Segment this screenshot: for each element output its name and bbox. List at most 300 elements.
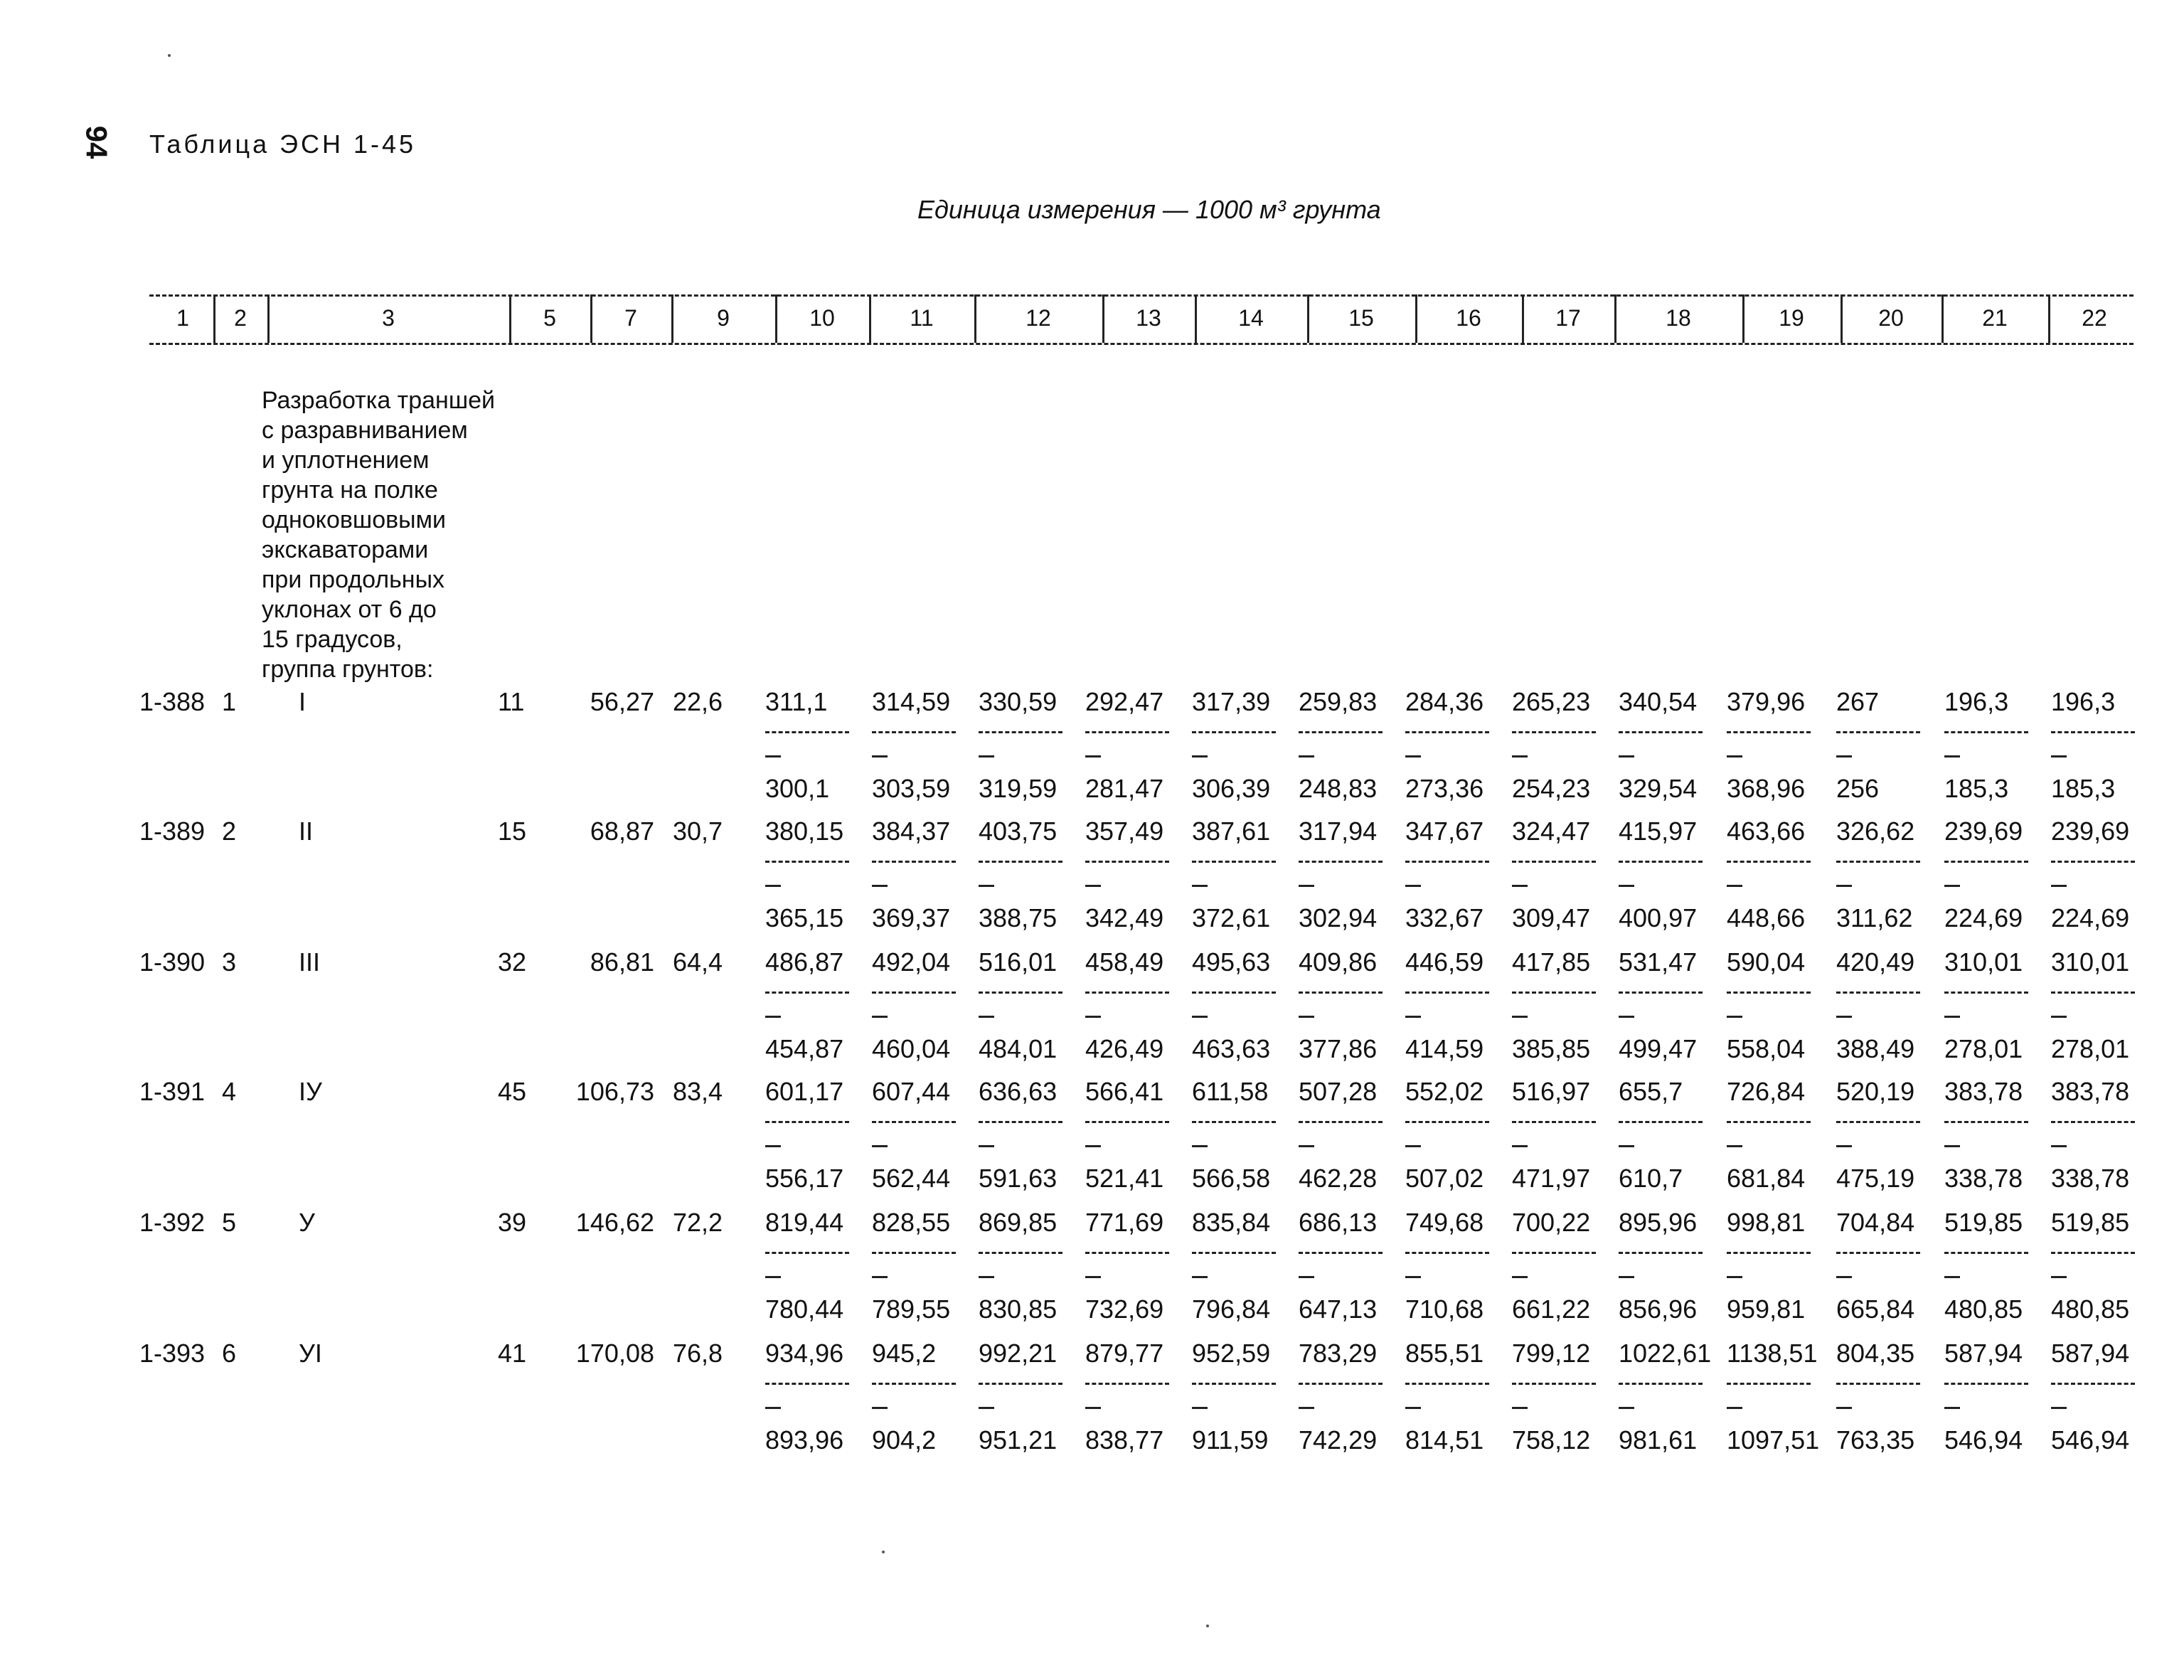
fraction-rule — [1944, 1252, 2028, 1254]
minus-sign — [2051, 1276, 2067, 1278]
denominator-value: 521,41 — [1085, 1164, 1164, 1193]
denominator-value: 838,77 — [1085, 1425, 1164, 1455]
fraction-rule — [1299, 1121, 1383, 1123]
minus-sign — [1836, 755, 1852, 757]
header-separator — [590, 294, 592, 343]
denominator-value: 400,97 — [1619, 903, 1698, 932]
minus-sign — [1619, 1145, 1634, 1147]
denominator-value: 426,49 — [1085, 1034, 1164, 1063]
denominator-value: 306,39 — [1192, 774, 1271, 803]
numerator-value: 463,66 — [1727, 817, 1806, 846]
header-cell: 5 — [543, 305, 556, 331]
numerator-value: 415,97 — [1619, 817, 1698, 846]
denominator-value: 342,49 — [1085, 903, 1164, 932]
minus-sign — [1836, 885, 1852, 887]
header-separator — [775, 294, 777, 343]
fraction-rule — [1512, 861, 1596, 863]
denominator-value: 278,01 — [2051, 1034, 2130, 1063]
numerator-value: 700,22 — [1512, 1208, 1591, 1237]
header-cell: 10 — [809, 305, 835, 331]
fraction-rule — [872, 1252, 956, 1254]
numerator-value: 611,58 — [1192, 1077, 1269, 1106]
denominator-value: 454,87 — [765, 1034, 844, 1063]
fraction-rule — [1727, 731, 1811, 733]
fraction-rule — [1727, 1121, 1811, 1123]
minus-sign — [1512, 885, 1528, 887]
header-cell: 7 — [624, 305, 637, 331]
denominator-value: 338,78 — [2051, 1164, 2130, 1193]
denominator-value: 780,44 — [765, 1294, 844, 1324]
header-separator — [1415, 294, 1417, 343]
numerator-value: 196,3 — [1944, 687, 2009, 716]
fraction-rule — [1405, 1252, 1489, 1254]
minus-sign — [1085, 1407, 1101, 1409]
denominator-value: 414,59 — [1405, 1034, 1484, 1063]
row-code: 1-392 — [139, 1208, 206, 1237]
numerator-value: 804,35 — [1836, 1339, 1915, 1368]
header-cell: 22 — [2082, 305, 2107, 331]
col-7-value: 170,08 — [575, 1339, 654, 1368]
minus-sign — [979, 755, 994, 757]
minus-sign — [1512, 1145, 1528, 1147]
soil-group: II — [299, 817, 314, 846]
minus-sign — [872, 1407, 888, 1409]
header-separator — [1522, 294, 1524, 343]
numerator-value: 340,54 — [1619, 687, 1698, 716]
fraction-rule — [1944, 991, 2028, 994]
fraction-rule — [765, 991, 849, 994]
minus-sign — [1619, 755, 1634, 757]
denominator-value: 911,59 — [1192, 1425, 1269, 1455]
denominator-value: 763,35 — [1836, 1425, 1915, 1455]
numerator-value: 380,15 — [765, 817, 844, 846]
denominator-value: 302,94 — [1299, 903, 1378, 932]
header-cell: 9 — [717, 305, 730, 331]
fraction-rule — [1085, 1121, 1169, 1123]
denominator-value: 185,3 — [1944, 774, 2009, 803]
minus-sign — [872, 1145, 888, 1147]
row-code: 1-393 — [139, 1339, 206, 1368]
numerator-value: 317,39 — [1192, 687, 1271, 716]
fraction-rule — [1085, 991, 1169, 994]
numerator-value: 317,94 — [1299, 817, 1378, 846]
numerator-value: 934,96 — [765, 1339, 844, 1368]
fraction-rule — [1085, 1252, 1169, 1254]
denominator-value: 278,01 — [1944, 1034, 2023, 1063]
fraction-rule — [1192, 1383, 1276, 1385]
row-number: 4 — [222, 1077, 237, 1106]
row-number: 6 — [222, 1339, 237, 1368]
denominator-value: 388,49 — [1836, 1034, 1915, 1063]
minus-sign — [1085, 1016, 1101, 1018]
denominator-value: 796,84 — [1192, 1294, 1271, 1324]
header-separator — [267, 294, 270, 343]
numerator-value: 239,69 — [1944, 817, 2023, 846]
numerator-value: 945,2 — [872, 1339, 937, 1368]
minus-sign — [1085, 755, 1101, 757]
minus-sign — [765, 1145, 781, 1147]
denominator-value: 893,96 — [765, 1425, 844, 1455]
fraction-rule — [2051, 1383, 2135, 1385]
col-9-value: 64,4 — [673, 947, 723, 977]
minus-sign — [1727, 1276, 1742, 1278]
fraction-rule — [1085, 731, 1169, 733]
numerator-value: 895,96 — [1619, 1208, 1698, 1237]
numerator-value: 587,94 — [2051, 1339, 2130, 1368]
header-separator — [1614, 294, 1616, 343]
denominator-value: 365,15 — [765, 903, 844, 932]
minus-sign — [1405, 1016, 1421, 1018]
header-separator — [1941, 294, 1944, 343]
denominator-value: 661,22 — [1512, 1294, 1591, 1324]
header-separator — [974, 294, 976, 343]
header-separator — [1102, 294, 1104, 343]
denominator-value: 951,21 — [979, 1425, 1058, 1455]
denominator-value: 484,01 — [979, 1034, 1058, 1063]
minus-sign — [1299, 755, 1314, 757]
minus-sign — [1192, 1016, 1208, 1018]
fraction-rule — [1727, 991, 1811, 994]
minus-sign — [1192, 1407, 1208, 1409]
denominator-value: 329,54 — [1619, 774, 1698, 803]
denominator-value: 480,85 — [2051, 1294, 2130, 1324]
col-9-value: 72,2 — [673, 1208, 723, 1237]
fraction-rule — [1512, 1383, 1596, 1385]
fraction-rule — [1405, 1383, 1489, 1385]
fraction-rule — [872, 1383, 956, 1385]
fraction-rule — [1405, 731, 1489, 733]
denominator-value: 480,85 — [1944, 1294, 2023, 1324]
numerator-value: 1022,61 — [1619, 1339, 1712, 1368]
minus-sign — [1727, 1016, 1742, 1018]
fraction-rule — [765, 1383, 849, 1385]
fraction-rule — [1727, 861, 1811, 863]
minus-sign — [1836, 1145, 1852, 1147]
denominator-value: 448,66 — [1727, 903, 1806, 932]
fraction-rule — [2051, 1121, 2135, 1123]
numerator-value: 324,47 — [1512, 817, 1591, 846]
minus-sign — [979, 1016, 994, 1018]
minus-sign — [2051, 1145, 2067, 1147]
numerator-value: 783,29 — [1299, 1339, 1378, 1368]
numerator-value: 265,23 — [1512, 687, 1591, 716]
denominator-value: 224,69 — [2051, 903, 2130, 932]
numerator-value: 749,68 — [1405, 1208, 1484, 1237]
numerator-value: 492,04 — [872, 947, 951, 977]
minus-sign — [1299, 1145, 1314, 1147]
row-code: 1-389 — [139, 817, 206, 846]
fraction-rule — [1299, 861, 1383, 863]
minus-sign — [872, 1016, 888, 1018]
minus-sign — [1512, 1407, 1528, 1409]
denominator-value: 742,29 — [1299, 1425, 1378, 1455]
fraction-rule — [1512, 731, 1596, 733]
minus-sign — [979, 1407, 994, 1409]
numerator-value: 601,17 — [765, 1077, 844, 1106]
fraction-rule — [872, 991, 956, 994]
header-cell: 19 — [1779, 305, 1804, 331]
fraction-rule — [1944, 1383, 2028, 1385]
denominator-value: 710,68 — [1405, 1294, 1484, 1324]
numerator-value: 292,47 — [1085, 687, 1164, 716]
minus-sign — [1836, 1407, 1852, 1409]
fraction-rule — [872, 731, 956, 733]
denominator-value: 1097,51 — [1727, 1425, 1820, 1455]
numerator-value: 590,04 — [1727, 947, 1806, 977]
fraction-rule — [979, 731, 1062, 733]
header-separator — [1307, 294, 1309, 343]
numerator-value: 835,84 — [1192, 1208, 1271, 1237]
fraction-rule — [1836, 1383, 1920, 1385]
minus-sign — [1405, 755, 1421, 757]
soil-group: У — [299, 1208, 315, 1237]
fraction-rule — [1619, 1121, 1703, 1123]
numerator-value: 239,69 — [2051, 817, 2130, 846]
numerator-value: 771,69 — [1085, 1208, 1164, 1237]
minus-sign — [1619, 1407, 1634, 1409]
denominator-value: 462,28 — [1299, 1164, 1378, 1193]
fraction-rule — [2051, 991, 2135, 994]
numerator-value: 284,36 — [1405, 687, 1484, 716]
minus-sign — [1727, 1145, 1742, 1147]
denominator-value: 546,94 — [2051, 1425, 2130, 1455]
numerator-value: 259,83 — [1299, 687, 1378, 716]
minus-sign — [1085, 1145, 1101, 1147]
header-separator — [2048, 294, 2050, 343]
col-9-value: 83,4 — [673, 1077, 723, 1106]
fraction-rule — [1727, 1252, 1811, 1254]
header-cell: 16 — [1456, 305, 1481, 331]
numerator-value: 519,85 — [1944, 1208, 2023, 1237]
minus-sign — [1944, 1016, 1960, 1018]
fraction-rule — [979, 861, 1062, 863]
numerator-value: 587,94 — [1944, 1339, 2023, 1368]
minus-sign — [1405, 1145, 1421, 1147]
numerator-value: 267 — [1836, 687, 1880, 716]
header-separator — [1195, 294, 1197, 343]
header-separator — [213, 294, 215, 343]
numerator-value: 387,61 — [1192, 817, 1271, 846]
row-code: 1-390 — [139, 947, 206, 977]
denominator-value: 904,2 — [872, 1425, 937, 1455]
fraction-rule — [2051, 861, 2135, 863]
numerator-value: 516,01 — [979, 947, 1058, 977]
fraction-rule — [1192, 861, 1276, 863]
numerator-value: 799,12 — [1512, 1339, 1591, 1368]
denominator-value: 830,85 — [979, 1294, 1058, 1324]
denominator-value: 319,59 — [979, 774, 1058, 803]
fraction-rule — [1836, 1252, 1920, 1254]
header-separator — [1841, 294, 1843, 343]
minus-sign — [2051, 1407, 2067, 1409]
numerator-value: 314,59 — [872, 687, 951, 716]
denominator-value: 499,47 — [1619, 1034, 1698, 1063]
denominator-value: 856,96 — [1619, 1294, 1698, 1324]
fraction-rule — [1836, 1121, 1920, 1123]
col-9-value: 22,6 — [673, 687, 723, 716]
header-cell: 13 — [1136, 305, 1161, 331]
minus-sign — [765, 1407, 781, 1409]
denominator-value: 475,19 — [1836, 1164, 1915, 1193]
numerator-value: 310,01 — [2051, 947, 2130, 977]
numerator-value: 495,63 — [1192, 947, 1271, 977]
fraction-rule — [1944, 1121, 2028, 1123]
header-cell: 1 — [176, 305, 189, 331]
fraction-rule — [1836, 861, 1920, 863]
col-5-value: 41 — [498, 1339, 527, 1368]
fraction-rule — [979, 1121, 1062, 1123]
minus-sign — [1512, 755, 1528, 757]
numerator-value: 446,59 — [1405, 947, 1484, 977]
minus-sign — [872, 755, 888, 757]
fraction-rule — [1836, 731, 1920, 733]
denominator-value: 309,47 — [1512, 903, 1591, 932]
minus-sign — [2051, 1016, 2067, 1018]
col-9-value: 76,8 — [673, 1339, 723, 1368]
minus-sign — [1619, 1276, 1634, 1278]
header-separator — [869, 294, 871, 343]
denominator-value: 665,84 — [1836, 1294, 1915, 1324]
minus-sign — [1299, 1016, 1314, 1018]
header-cell: 15 — [1348, 305, 1374, 331]
header-cell: 21 — [1982, 305, 2008, 331]
col-5-value: 11 — [498, 687, 525, 716]
denominator-value: 281,47 — [1085, 774, 1164, 803]
col-7-value: 86,81 — [590, 947, 654, 977]
header-separator — [671, 294, 673, 343]
numerator-value: 310,01 — [1944, 947, 2023, 977]
numerator-value: 855,51 — [1405, 1339, 1484, 1368]
numerator-value: 486,87 — [765, 947, 844, 977]
denominator-value: 647,13 — [1299, 1294, 1378, 1324]
numerator-value: 311,1 — [765, 687, 828, 716]
minus-sign — [1727, 885, 1742, 887]
col-5-value: 39 — [498, 1208, 527, 1237]
row-number: 2 — [222, 817, 237, 846]
minus-sign — [872, 1276, 888, 1278]
minus-sign — [1619, 885, 1634, 887]
minus-sign — [1192, 1276, 1208, 1278]
table-title: Таблица ЭСН 1-45 — [149, 129, 417, 159]
numerator-value: 828,55 — [872, 1208, 951, 1237]
denominator-value: 460,04 — [872, 1034, 951, 1063]
fraction-rule — [1405, 861, 1489, 863]
numerator-value: 1138,51 — [1727, 1339, 1818, 1368]
fraction-rule — [1299, 731, 1383, 733]
denominator-value: 789,55 — [872, 1294, 951, 1324]
soil-group: III — [299, 947, 321, 977]
fraction-rule — [1299, 1383, 1383, 1385]
minus-sign — [1405, 885, 1421, 887]
numerator-value: 520,19 — [1836, 1077, 1915, 1106]
numerator-value: 552,02 — [1405, 1077, 1484, 1106]
minus-sign — [1192, 1145, 1208, 1147]
denominator-value: 388,75 — [979, 903, 1058, 932]
header-cell: 17 — [1555, 305, 1581, 331]
header-cell: 12 — [1026, 305, 1051, 331]
soil-group: I — [299, 687, 307, 716]
minus-sign — [765, 885, 781, 887]
denominator-value: 377,86 — [1299, 1034, 1378, 1063]
numerator-value: 998,81 — [1727, 1208, 1806, 1237]
numerator-value: 196,3 — [2051, 687, 2116, 716]
denominator-value: 758,12 — [1512, 1425, 1591, 1455]
row-code: 1-391 — [139, 1077, 206, 1106]
numerator-value: 869,85 — [979, 1208, 1058, 1237]
numerator-value: 383,78 — [1944, 1077, 2023, 1106]
minus-sign — [1405, 1276, 1421, 1278]
denominator-value: 303,59 — [872, 774, 951, 803]
fraction-rule — [765, 1121, 849, 1123]
numerator-value: 686,13 — [1299, 1208, 1378, 1237]
header-rule-top — [149, 294, 2134, 297]
minus-sign — [1085, 885, 1101, 887]
numerator-value: 566,41 — [1085, 1077, 1164, 1106]
denominator-value: 338,78 — [1944, 1164, 2023, 1193]
denominator-value: 981,61 — [1619, 1425, 1698, 1455]
fraction-rule — [1192, 1252, 1276, 1254]
col-7-value: 106,73 — [575, 1077, 654, 1106]
denominator-value: 372,61 — [1192, 903, 1271, 932]
numerator-value: 458,49 — [1085, 947, 1164, 977]
numerator-value: 417,85 — [1512, 947, 1591, 977]
numerator-value: 326,62 — [1836, 817, 1915, 846]
minus-sign — [872, 885, 888, 887]
fraction-rule — [1512, 1121, 1596, 1123]
denominator-value: 591,63 — [979, 1164, 1058, 1193]
denominator-value: 273,36 — [1405, 774, 1484, 803]
minus-sign — [1944, 885, 1960, 887]
denominator-value: 185,3 — [2051, 774, 2116, 803]
minus-sign — [1405, 1407, 1421, 1409]
header-cell: 20 — [1878, 305, 1904, 331]
numerator-value: 992,21 — [979, 1339, 1058, 1368]
fraction-rule — [1192, 991, 1276, 994]
fraction-rule — [1192, 731, 1276, 733]
header-cell: 18 — [1666, 305, 1691, 331]
fraction-rule — [1727, 1383, 1811, 1385]
col-7-value: 146,62 — [575, 1208, 654, 1237]
denominator-value: 681,84 — [1727, 1164, 1806, 1193]
minus-sign — [1619, 1016, 1634, 1018]
denominator-value: 254,23 — [1512, 774, 1591, 803]
minus-sign — [979, 885, 994, 887]
numerator-value: 952,59 — [1192, 1339, 1271, 1368]
denominator-value: 311,62 — [1836, 903, 1913, 932]
fraction-rule — [872, 1121, 956, 1123]
col-5-value: 45 — [498, 1077, 527, 1106]
fraction-rule — [1944, 861, 2028, 863]
numerator-value: 357,49 — [1085, 817, 1164, 846]
fraction-rule — [979, 991, 1062, 994]
fraction-rule — [1299, 991, 1383, 994]
fraction-rule — [1405, 1121, 1489, 1123]
page-number: 94 — [80, 125, 114, 159]
minus-sign — [765, 755, 781, 757]
denominator-value: 256 — [1836, 774, 1880, 803]
fraction-rule — [1085, 861, 1169, 863]
denominator-value: 959,81 — [1727, 1294, 1806, 1324]
numerator-value: 384,37 — [872, 817, 951, 846]
numerator-value: 726,84 — [1727, 1077, 1806, 1106]
numerator-value: 383,78 — [2051, 1077, 2130, 1106]
denominator-value: 300,1 — [765, 774, 830, 803]
row-number: 3 — [222, 947, 237, 977]
denominator-value: 566,58 — [1192, 1164, 1271, 1193]
scan-speck — [1206, 1625, 1209, 1627]
minus-sign — [1944, 755, 1960, 757]
header-separator — [509, 294, 511, 343]
